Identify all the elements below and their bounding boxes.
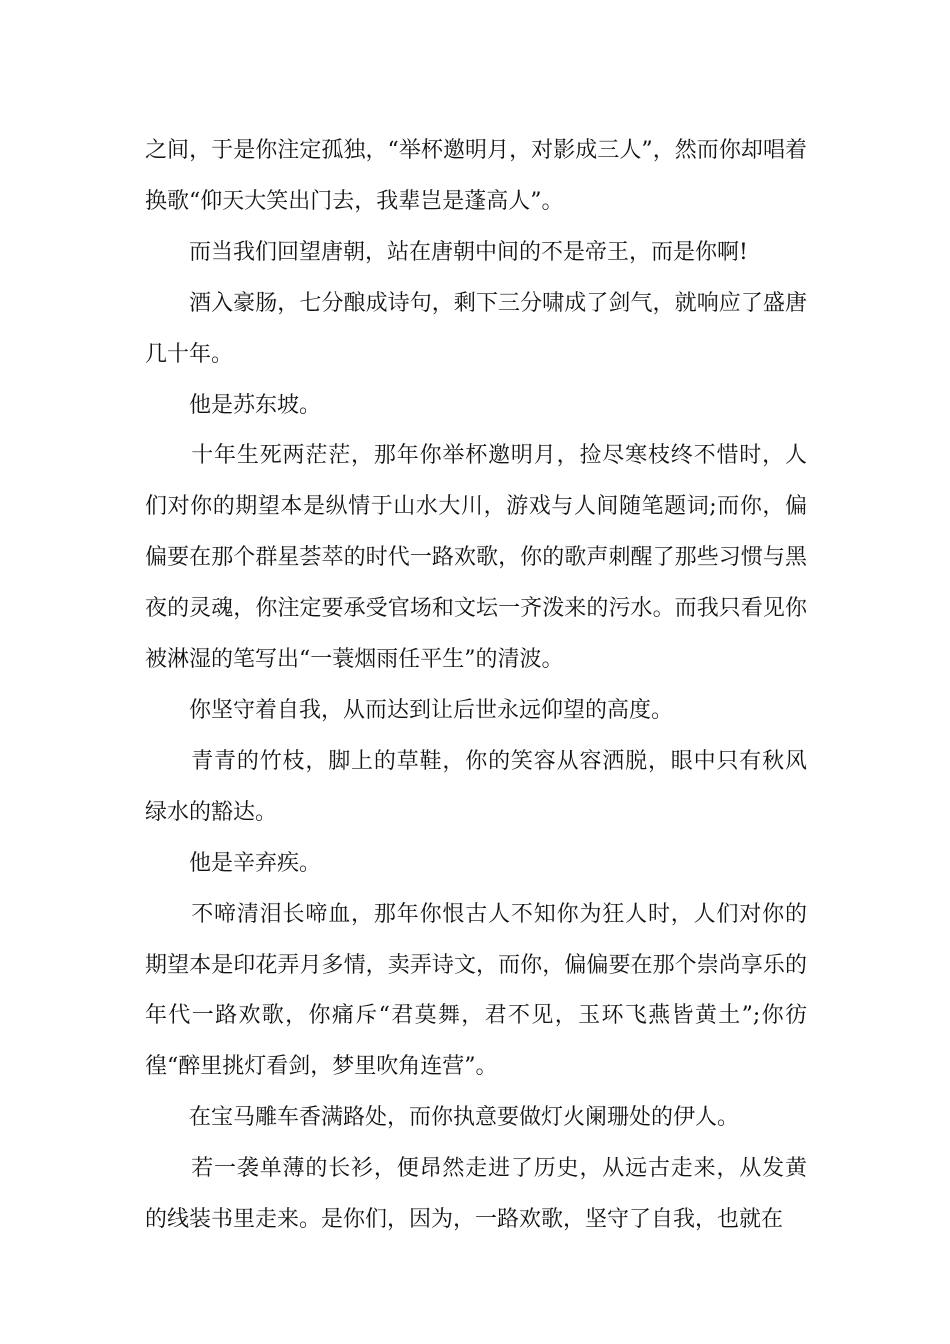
paragraph-2: 而当我们回望唐朝，站在唐朝中间的不是帝王，而是你啊! — [189, 239, 748, 265]
paragraph-1: 之间，于是你注定孤独，“举杯邀明月，对影成三人”，然而你却唱着换歌“仰天大笑出门去，我辈岂是蓬高人”。 — [145, 138, 807, 214]
paragraph-5: 十年生死两茫茫，那年你举杯邀明月，捡尽寒枝终不惜时，人们对你的期望本是纵情于山水大川，游戏与人间随笔题词;而你，偏偏要在那个群星荟萃的时代一路欢歌，你的歌声刺醒了那些习惯与黑夜的灵魂，你注定要承受官场和文坛一齐泼来的污水。而我只看见你被淋湿的笔写出“一蓑烟雨任平生”的清波。 — [145, 443, 807, 673]
paragraph-3: 酒入豪肠，七分酿成诗句，剩下三分啸成了剑气，就响应了盛唐几十年。 — [145, 290, 807, 367]
paragraph-7: 青青的竹枝，脚上的草鞋，你的笑容从容洒脱，眼中只有秋风绿水的豁达。 — [145, 748, 807, 825]
paragraph-11: 若一袭单薄的长衫，便昂然走进了历史，从远古走来，从发黄的线装书里走来。是你们，因为，一路欢歌，坚守了自我，也就在 — [145, 1156, 807, 1233]
paragraph-9: 不啼清泪长啼血，那年你恨古人不知你为狂人时，人们对你的期望本是印花弄月多情，卖弄诗文，而你，偏偏要在那个崇尚享乐的年代一路欢歌，你痛斥“君莫舞，君不见，玉环飞燕皆黄土”;你彷徨“醉里挑灯看剑，梦里吹角连营”。 — [145, 901, 807, 1080]
paragraph-6: 你坚守着自我，从而达到让后世永远仰望的高度。 — [189, 697, 674, 723]
paragraph-4: 他是苏东坡。 — [189, 392, 322, 418]
paragraph-10: 在宝马雕车香满路处，而你执意要做灯火阑珊处的伊人。 — [189, 1105, 740, 1131]
document-page — [145, 126, 807, 1246]
paragraph-8: 他是辛弃疾。 — [189, 850, 322, 876]
